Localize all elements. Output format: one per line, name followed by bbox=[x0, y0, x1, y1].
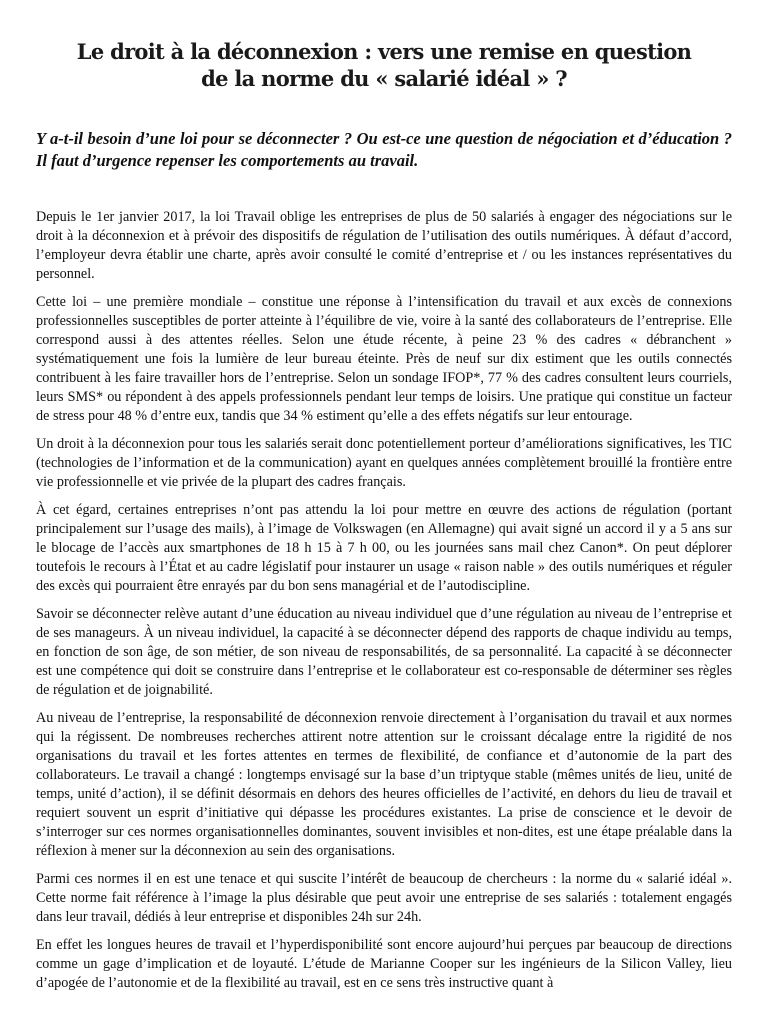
article-body bbox=[36, 208, 732, 1002]
paragraph-3: Un droit à la déconnexion pour tous les salariés serait donc potentiellement porteur d’améliorations significatives, les TIC (technologies de l’information et de la communication) ayant en quelques années complètement brouillé la frontière entre vie professionnelle et vie privée de la plupart des cadres français. bbox=[36, 436, 732, 490]
paragraph-1: Depuis le 1er janvier 2017, la loi Travail oblige les entreprises de plus de 50 salariés à engager des négociations sur le droit à la déconnexion et à prévoir des dispositifs de régulation de l’utilisation des outils numériques. À défaut d’accord, l’employeur devra établir une charte, après avoir consulté le comité d’entreprise et / ou les instances représentatives du personnel. bbox=[36, 209, 732, 282]
paragraph-6: Au niveau de l’entreprise, la responsabilité de déconnexion renvoie directement à l’organisation du travail et aux normes qui la régissent. De nombreuses recherches attirent notre attention sur le croissant décalage entre la rigidité de nos organisations du travail et les fortes attentes en termes de flexibilité, de confiance et d’autonomie de la part des collaborateurs. Le travail a changé : longtemps envisagé sur la base d’un triptyque stable (mêmes unités de lieu, unité de temps, unité d’action), il se définit désormais en dehors des heures officielles de l’activité, en dehors du lieu de travail et requiert souvent un esprit d’initiative qui dépasse les procédures existantes. La prise de conscience et le devoir de s’interroger sur ces normes organisationnelles dominantes, souvent invisibles et non-dites, est une étape préalable dans la réflexion à mener sur la déconnexion au sein des organisations. bbox=[36, 710, 732, 859]
paragraph-4: À cet égard, certaines entreprises n’ont pas attendu la loi pour mettre en œuvre des actions de régulation (portant principalement sur l’usage des mails), à l’image de Volkswagen (en Allemagne) qui avait signé un accord il y a 5 ans sur le blocage de l’accès aux smartphones de 18 h 15 à 7 h 00, ou les journées sans mail chez Canon*. On peut déplorer toutefois le recours à l’État et au cadre législatif pour instaurer un usage « raison nable » des outils numériques et réguler des excès qui pourraient être enrayés par du bon sens managérial et de l’autodiscipline. bbox=[36, 502, 732, 594]
article-title-line-1: Le droit à la déconnexion : vers une remise en question bbox=[76, 39, 692, 64]
paragraph-2: Cette loi – une première mondiale – constitue une réponse à l’intensification du travail et aux excès de connexions professionnelles susceptibles de porter atteinte à l’équilibre de vie, voire à la santé des collaborateurs de l’entreprise. Elle correspond aussi à des attentes réelles. Selon une étude récente, à peine 23 % des cadres « débranchent » systématiquement une fois la lumière de leur bureau éteinte. Près de neuf sur dix estiment que les outils connectés contribuent à les faire travailler hors de l’entreprise. Selon un sondage IFOP*, 77 % des cadres consultent leurs courriels, leurs SMS* ou répondent à des appels professionnels pendant leur temps de loisirs. Une pratique qui constitue un facteur de stress pour 48 % d’entre eux, tandis que 34 % estiment qu’elle a des effets négatifs sur leur entourage. bbox=[36, 294, 732, 424]
article-title bbox=[40, 38, 728, 92]
article-title-line-2: de la norme du « salarié idéal » ? bbox=[201, 66, 567, 91]
paragraph-5: Savoir se déconnecter relève autant d’une éducation au niveau individuel que d’une régulation au niveau de l’entreprise et de ses manageurs. À un niveau individuel, la capacité à se déconnecter dépend des rapports de chaque individu au temps, en fonction de son âge, de son métier, de son niveau de responsabilités, de sa personnalité. La capacité à se déconnecter est une compétence qui doit se construire dans l’entreprise et le collaborateur est co-responsable de déterminer ses règles de régulation et de joignabilité. bbox=[36, 606, 732, 698]
paragraph-7: Parmi ces normes il en est une tenace et qui suscite l’intérêt de beaucoup de chercheurs : la norme du « salarié idéal ». Cette norme fait référence à l’image la plus désirable que peut avoir une entreprise de ses salariés : totalement engagés dans leur travail, dédiés à leur entreprise et disponibles 24h sur 24h. bbox=[36, 871, 732, 925]
paragraph-8: En effet les longues heures de travail et l’hyperdisponibilité sont encore aujourd’hui perçues par beaucoup de directions comme un gage d’implication et de loyauté. L’étude de Marianne Cooper sur les ingénieurs de la Silicon Valley, lieu d’apogée de l’autonomie et de la flexibilité au travail, est en ce sens très instructive quant à bbox=[36, 937, 732, 991]
article-lead: Y a-t-il besoin d’une loi pour se déconnecter ? Ou est-ce une question de négociation et d’éducation ? Il faut d’urgence repenser les comportements au travail. bbox=[36, 129, 732, 170]
